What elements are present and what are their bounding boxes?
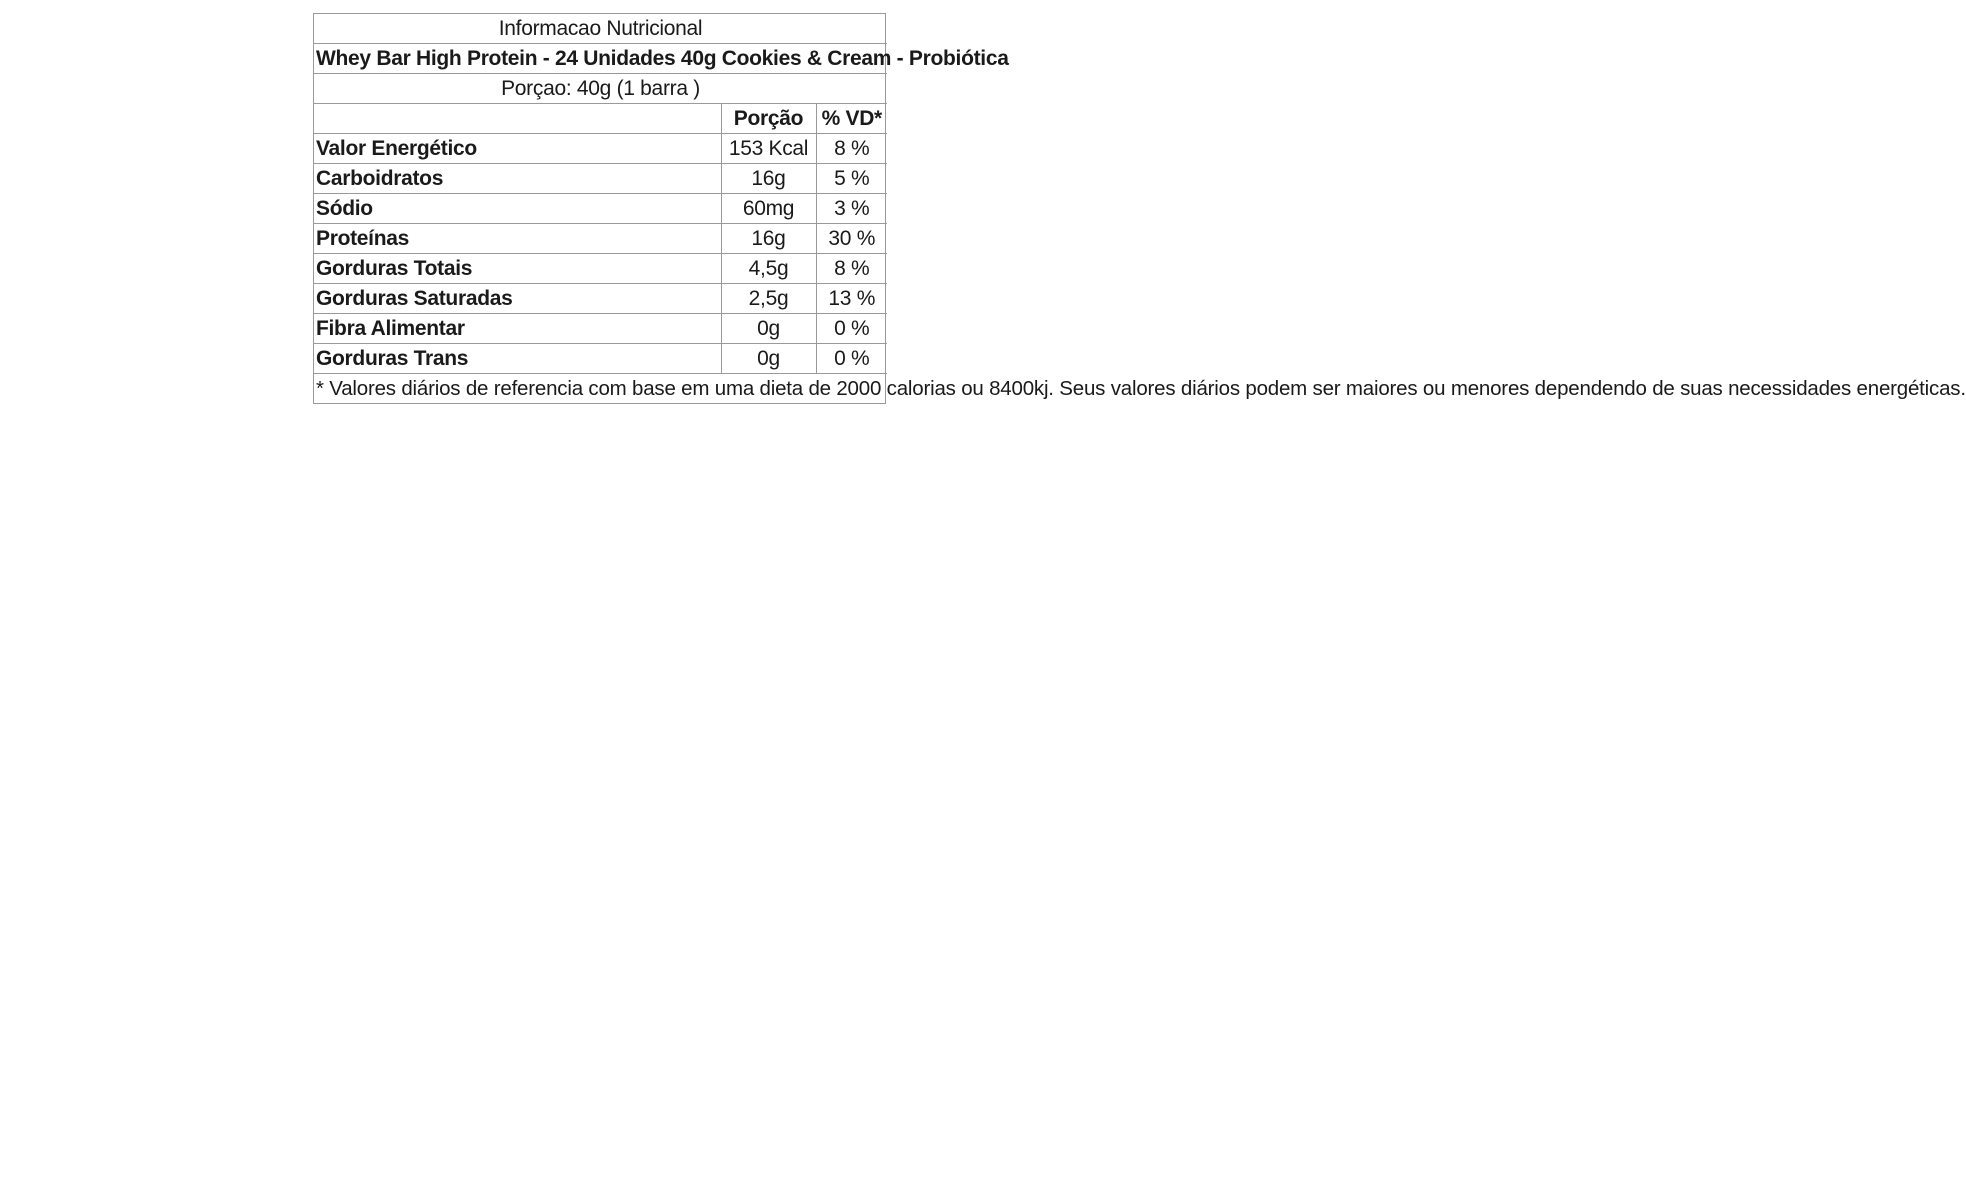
table-row bbox=[314, 344, 887, 374]
table-row bbox=[314, 164, 887, 194]
header-row bbox=[314, 104, 887, 134]
product-row bbox=[314, 44, 887, 74]
table-row bbox=[314, 254, 887, 284]
title-row bbox=[314, 14, 887, 44]
serving-row bbox=[314, 74, 887, 104]
table-row bbox=[314, 194, 887, 224]
nutrient-name: Gorduras Trans bbox=[314, 344, 721, 374]
nutrient-vd: 0 % bbox=[816, 344, 887, 374]
nutrient-vd: 0 % bbox=[816, 314, 887, 344]
nutrient-vd: 3 % bbox=[816, 194, 887, 224]
nutrient-name: Proteínas bbox=[314, 224, 721, 254]
table-title: Informacao Nutricional bbox=[314, 14, 887, 44]
header-vd: % VD* bbox=[816, 104, 887, 134]
table-row bbox=[314, 314, 887, 344]
product-name: Whey Bar High Protein - 24 Unidades 40g Cookies & Cream - Probiótica bbox=[314, 44, 887, 74]
nutrient-name: Carboidratos bbox=[314, 164, 721, 194]
nutrient-portion: 153 Kcal bbox=[721, 134, 816, 164]
nutrient-portion: 2,5g bbox=[721, 284, 816, 314]
nutrient-vd: 5 % bbox=[816, 164, 887, 194]
nutrient-portion: 60mg bbox=[721, 194, 816, 224]
nutrient-portion: 16g bbox=[721, 224, 816, 254]
header-portion: Porção bbox=[721, 104, 816, 134]
nutrient-portion: 0g bbox=[721, 314, 816, 344]
nutrition-facts-panel bbox=[313, 13, 1966, 404]
nutrient-name: Sódio bbox=[314, 194, 721, 224]
nutrient-portion: 16g bbox=[721, 164, 816, 194]
nutrient-name: Fibra Alimentar bbox=[314, 314, 721, 344]
nutrient-vd: 8 % bbox=[816, 134, 887, 164]
footnote-row bbox=[314, 374, 887, 404]
footnote: * Valores diários de referencia com base em uma dieta de 2000 calorias ou 8400kj. Seus valores diários podem ser maiores ou menores dependendo de suas necessidades energéticas. bbox=[314, 374, 887, 404]
serving-size: Porçao: 40g (1 barra ) bbox=[314, 74, 887, 104]
header-blank bbox=[314, 104, 721, 134]
table-row bbox=[314, 284, 887, 314]
nutrient-name: Valor Energético bbox=[314, 134, 721, 164]
table-row bbox=[314, 224, 887, 254]
nutrient-portion: 0g bbox=[721, 344, 816, 374]
nutrition-table bbox=[314, 14, 1966, 403]
nutrient-portion: 4,5g bbox=[721, 254, 816, 284]
table-row bbox=[314, 134, 887, 164]
nutrient-vd: 30 % bbox=[816, 224, 887, 254]
nutrient-vd: 13 % bbox=[816, 284, 887, 314]
nutrient-vd: 8 % bbox=[816, 254, 887, 284]
nutrient-name: Gorduras Totais bbox=[314, 254, 721, 284]
nutrient-name: Gorduras Saturadas bbox=[314, 284, 721, 314]
